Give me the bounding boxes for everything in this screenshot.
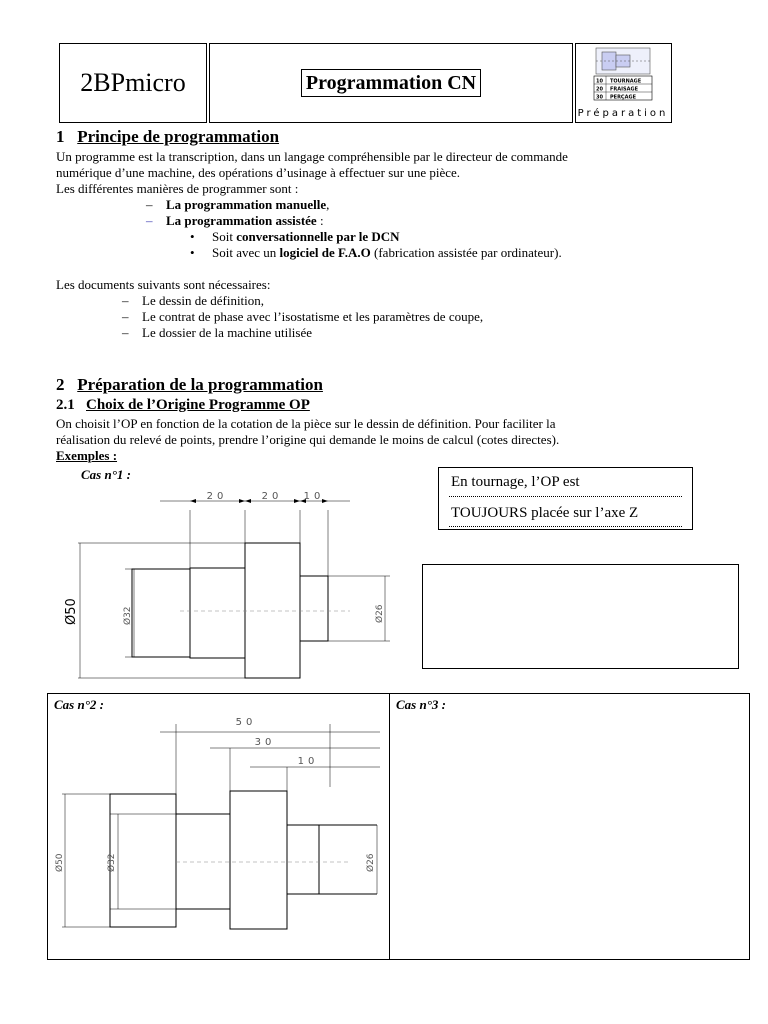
section2-para-line1: On choisit l’OP en fonction de la cotation de la pièce sur le dessin de définition. Pour faciliter la xyxy=(56,416,556,431)
process-logo xyxy=(576,44,670,121)
logo-row-num: 30 xyxy=(596,94,603,101)
sub-prefix: Soit xyxy=(212,229,237,244)
answer-box-case1 xyxy=(422,564,739,669)
case3-label: Cas n°3 : xyxy=(396,697,446,712)
dim-top-1: 20 xyxy=(206,491,228,502)
note-line1: En tournage, l’OP est xyxy=(451,474,580,490)
section2-body xyxy=(56,416,746,464)
header-left-box xyxy=(59,43,207,123)
section2-title: Préparation de la programmation xyxy=(77,375,323,394)
logo-caption: Préparation xyxy=(577,108,669,119)
subsection-title: Choix de l’Origine Programme OP xyxy=(86,397,310,413)
doc-title: Programmation CN xyxy=(301,69,481,97)
subsection-number: 2.1 xyxy=(56,397,75,413)
dia-mid: Ø32 xyxy=(123,606,133,625)
doc-item: Le dossier de la machine utilisée xyxy=(142,325,313,340)
list-item: – La programmation manuelle, xyxy=(146,197,330,212)
dim-top-2: 30 xyxy=(254,737,276,748)
logo-row-label: FRAISAGE xyxy=(610,86,638,93)
case1-label: Cas n°1 : xyxy=(81,467,131,482)
examples-label: Exemples : xyxy=(56,448,118,463)
sub-prefix: Soit avec un xyxy=(212,245,280,260)
list-item: • Soit conversationnelle par le DCN xyxy=(190,229,400,244)
dim-top-2: 20 xyxy=(261,491,283,502)
section1-body xyxy=(56,149,736,341)
docs-intro: Les documents suivants sont nécessaires: xyxy=(56,277,271,292)
header-center-box xyxy=(209,43,573,123)
dia-mid: Ø32 xyxy=(107,853,117,872)
item-assisted: La programmation assistée xyxy=(166,213,317,228)
section1-title: Principe de programmation xyxy=(77,127,280,146)
dia-small: Ø26 xyxy=(375,604,385,623)
item-suffix: , xyxy=(326,197,330,212)
list-item: – Le contrat de phase avec l’isostatisme et les paramètres de coupe, xyxy=(122,309,484,324)
section2-heading xyxy=(56,375,323,395)
list-item: • Soit avec un logiciel de F.A.O (fabrication assistée par ordinateur). xyxy=(190,245,562,260)
logo-row-num: 20 xyxy=(596,86,603,93)
dim-top-1: 50 xyxy=(235,717,257,728)
section1-para1-line2: numérique d’une machine, des opérations d’usinage à effectuer sur une pièce. xyxy=(56,165,461,180)
item-manual: La programmation manuelle xyxy=(166,197,327,212)
header-logo-box xyxy=(575,43,672,123)
sub-bold: conversationnelle par le DCN xyxy=(236,229,400,244)
cases-table xyxy=(47,693,750,960)
doc-class-label: 2BPmicro xyxy=(80,68,186,97)
logo-row-label: TOURNAGE xyxy=(610,78,642,85)
logo-row-num: 10 xyxy=(596,78,603,85)
item-suffix: : xyxy=(316,213,324,228)
section2-number: 2 xyxy=(56,375,65,394)
drawing-case2 xyxy=(50,712,388,957)
note-box xyxy=(438,467,693,530)
dim-top-3: 10 xyxy=(303,491,325,502)
case2-label: Cas n°2 : xyxy=(54,697,104,712)
section1-heading xyxy=(56,127,279,147)
subsection-heading xyxy=(56,397,310,414)
drawing-case1 xyxy=(50,485,410,685)
sub-bold: logiciel de F.A.O xyxy=(279,245,371,260)
logo-row-label: PERÇAGE xyxy=(610,94,636,101)
note-line2: TOUJOURS placée sur l’axe Z xyxy=(451,505,639,521)
doc-item: Le contrat de phase avec l’isostatisme et les paramètres de coupe, xyxy=(142,309,484,324)
dia-large: Ø50 xyxy=(64,598,79,625)
section1-para2: Les différentes manières de programmer sont : xyxy=(56,181,299,196)
section1-number: 1 xyxy=(56,127,65,146)
doc-item: Le dessin de définition, xyxy=(142,293,265,308)
list-item: – Le dossier de la machine utilisée xyxy=(122,325,313,340)
dia-large: Ø50 xyxy=(55,853,65,872)
dia-small: Ø26 xyxy=(366,853,376,872)
section2-para-line2: réalisation du relevé de points, prendre l’origine qui demande le moins de calcul (cotes directes). xyxy=(56,432,560,447)
list-item: – Le dessin de définition, xyxy=(122,293,265,308)
sub-suffix: (fabrication assistée par ordinateur). xyxy=(370,245,562,260)
list-item: – La programmation assistée : xyxy=(146,213,324,228)
dim-top-3: 10 xyxy=(297,756,319,767)
section1-para1-line1: Un programme est la transcription, dans un langage compréhensible par le directeur de commande xyxy=(56,149,568,164)
